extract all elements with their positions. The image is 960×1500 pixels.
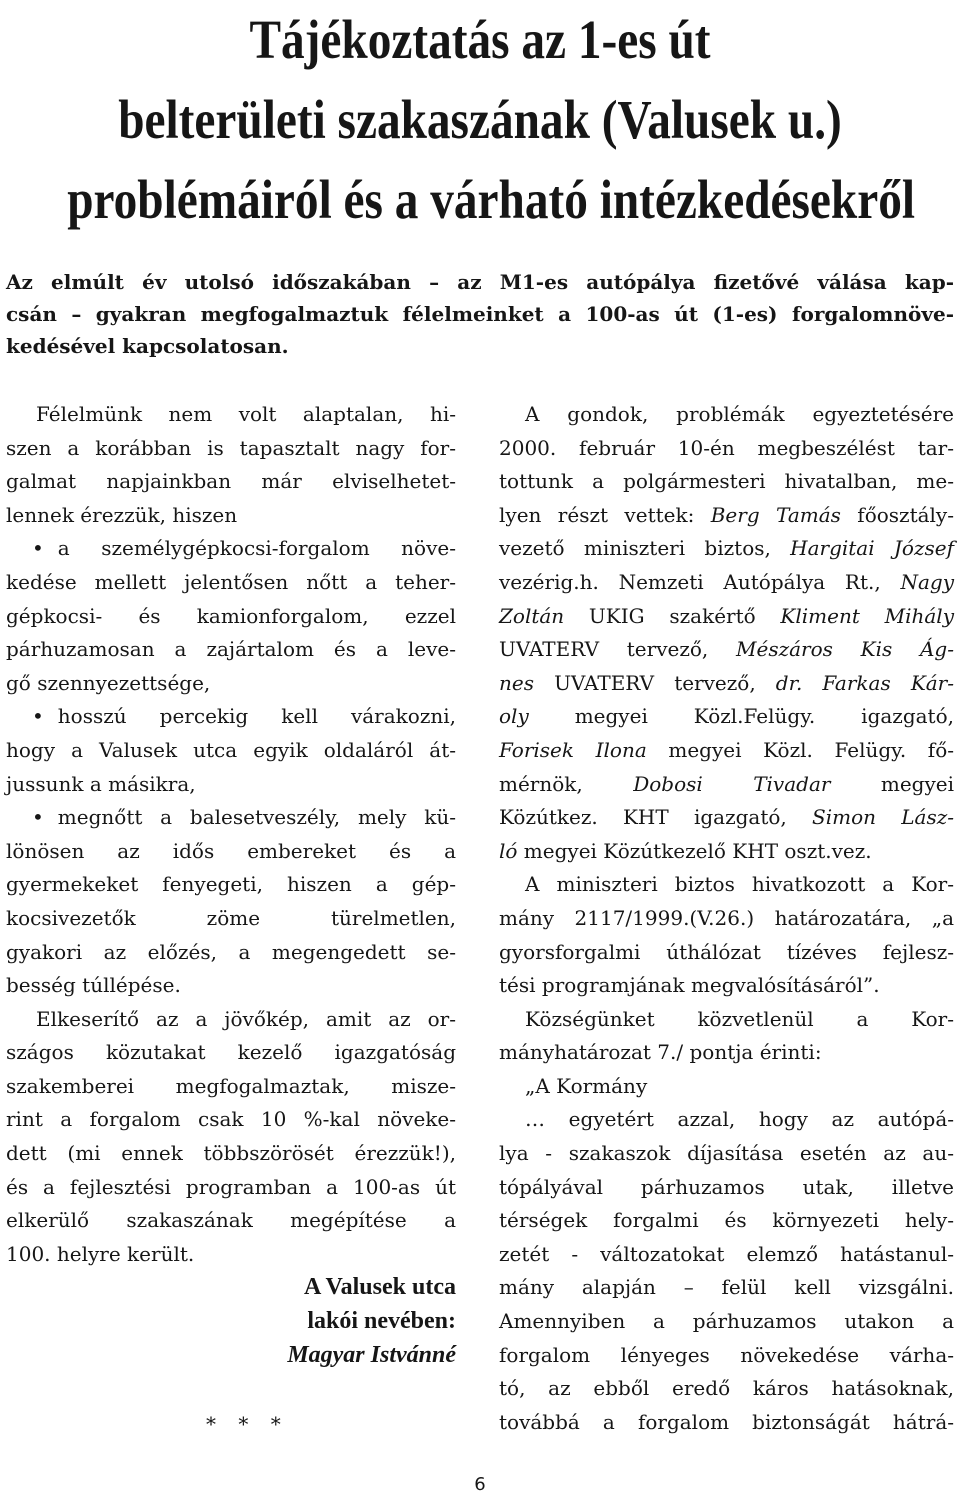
- text-line: zetét - változatokat elemző hatástanul-: [499, 1241, 954, 1266]
- signature-line: A Valusek utca: [303, 1274, 456, 1301]
- text-line: gő szennyezettsége,: [6, 670, 211, 695]
- text-line: lönösen az idős embereket és a: [6, 838, 456, 863]
- text-line: lennek érezzük, hiszen: [6, 502, 238, 527]
- bullet-icon: •: [32, 536, 44, 561]
- person-name: nes: [499, 670, 534, 695]
- text-line: Amennyiben a párhuzamos utakon a: [499, 1309, 954, 1334]
- text-line: gépkocsi- és kamionforgalom, ezzel: [6, 603, 456, 628]
- article-title: [67, 0, 915, 240]
- text-span: UVATERV tervező,: [499, 637, 736, 662]
- signature-line: lakói nevében:: [307, 1308, 456, 1335]
- right-column: [499, 398, 954, 1439]
- quote-opening: „A Kormány: [525, 1073, 648, 1098]
- text-span: vezető miniszteri biztos,: [499, 536, 791, 561]
- bullet-text: megnőtt a balesetveszély, mely kü-: [57, 805, 456, 830]
- person-name: Nagy: [900, 569, 954, 594]
- text-line: jussunk a másikra,: [6, 771, 196, 796]
- text-span: megyei Közl. Felügy. fő-: [646, 737, 955, 762]
- page-number: 6: [474, 1474, 486, 1495]
- text-line: … egyetért azzal, hogy az autópá-: [525, 1107, 954, 1132]
- text-line: szen a korábban is tapasztalt nagy for-: [6, 435, 456, 460]
- text-line: [499, 600, 954, 634]
- text-line: és a fejlesztési programban a 100-as út: [6, 1174, 456, 1199]
- text-line: gyorsforgalmi úthálózat tízéves fejlesz-: [499, 939, 954, 964]
- text-line: [499, 566, 954, 600]
- text-line: [499, 499, 954, 533]
- text-span: UKIG szakértő: [564, 603, 781, 628]
- text-line: 2000. február 10-én megbeszélést tar-: [499, 435, 954, 460]
- lead-line: csán – gyakran megfogalmaztuk félelmeinket a 100-as út (1-es) forgalomnöve-: [6, 302, 954, 326]
- lead-line: Az elmúlt év utolsó időszakában – az M1-es autópálya fizetővé válása kap-: [6, 270, 954, 294]
- text-line: forgalom lényeges növekedése várha-: [499, 1342, 954, 1367]
- text-line: mányhatározat 7./ pontja érinti:: [499, 1040, 822, 1065]
- person-name: oly: [499, 704, 529, 729]
- text-span: főosztály-: [840, 502, 954, 527]
- text-line: 100. helyre került.: [6, 1241, 195, 1266]
- text-line: Félelmünk nem volt alaptalan, hi-: [36, 402, 456, 426]
- person-name: Berg Tamás: [710, 502, 841, 527]
- text-line: [499, 667, 954, 701]
- person-name: dr. Farkas Kár-: [775, 670, 954, 695]
- text-line: [499, 734, 954, 768]
- text-line: [499, 835, 954, 869]
- text-line: [499, 700, 954, 734]
- person-name: Hargitai József: [790, 536, 954, 561]
- person-name: Zoltán: [499, 603, 565, 628]
- text-line: rint a forgalom csak 10 %-kal növeke-: [6, 1107, 456, 1132]
- text-line: [499, 768, 954, 802]
- text-line: gyermekeket fenyegeti, hiszen a gép-: [6, 872, 456, 897]
- text-span: megyei: [830, 771, 954, 796]
- person-name: Kliment Mihály: [780, 603, 954, 628]
- text-span: UVATERV tervező,: [533, 670, 776, 695]
- text-span: lyen részt vettek:: [499, 502, 711, 527]
- bullet-icon: •: [32, 704, 44, 729]
- signature-name: Magyar Istvánné: [287, 1341, 456, 1368]
- text-line: A gondok, problémák egyeztetésére: [525, 402, 954, 426]
- text-span: Közútkez. KHT igazgató,: [499, 805, 813, 830]
- text-line: szágos közutakat kezelő igazgatóság: [6, 1040, 456, 1065]
- text-line: mány alapján – felül kell vizsgálni.: [499, 1275, 954, 1300]
- text-line: Elkeserítő az a jövőkép, amit az or-: [36, 1006, 456, 1031]
- text-span: megyei Közútkezelő KHT oszt.vez.: [517, 838, 872, 863]
- person-name: Mészáros Kis Ág-: [736, 637, 954, 662]
- text-line: tottunk a polgármesteri hivatalban, me-: [499, 469, 954, 494]
- text-span: mérnök,: [499, 771, 634, 796]
- person-name: Forisek Ilona: [499, 737, 647, 762]
- text-line: dett (mi ennek többszörösét érezzük!),: [6, 1141, 456, 1166]
- text-line: galmat napjainkban már elviselhetet-: [6, 469, 456, 494]
- text-line: [499, 633, 954, 667]
- left-column: [6, 398, 456, 1372]
- text-line: hogy a Valusek utca egyik oldaláról át-: [6, 737, 456, 762]
- text-line: térségek forgalmi és környezeti hely-: [499, 1208, 954, 1233]
- title-line: belterületi szakaszának (Valusek u.): [118, 89, 842, 150]
- text-line: kocsivezetők zöme türelmetlen,: [6, 905, 456, 930]
- text-line: szakemberei megfogalmaztak, misze-: [6, 1073, 456, 1098]
- text-line: mány 2117/1999.(V.26.) határozatára, „a: [499, 905, 954, 930]
- lead-paragraph: [6, 266, 954, 362]
- section-separator: * * *: [206, 1412, 289, 1436]
- text-span: megyei Közl.Felügy. igazgató,: [528, 704, 954, 729]
- text-line: párhuzamosan a zajártalom és a leve-: [6, 637, 456, 662]
- bullet-text: a személygépkocsi-forgalom növe-: [57, 536, 456, 561]
- person-name: ló: [499, 838, 518, 863]
- bullet-icon: •: [32, 805, 44, 830]
- text-line: A miniszteri biztos hivatkozott a Kor-: [525, 872, 954, 897]
- text-line: tópályával párhuzamos utak, illetve: [499, 1174, 954, 1199]
- bullet-item-line: [6, 801, 456, 835]
- text-line: kedése mellett jelentősen nőtt a teher-: [6, 569, 456, 594]
- bullet-item-line: [6, 532, 456, 566]
- bullet-text: hosszú percekig kell várakozni,: [57, 704, 456, 729]
- text-line: elkerülő szakaszának megépítése a: [6, 1208, 456, 1233]
- bullet-item-line: [6, 700, 456, 734]
- person-name: Dobosi Tivadar: [633, 771, 831, 796]
- title-line: problémáiról és a várható intézkedésekről: [67, 169, 915, 230]
- text-line: továbbá a forgalom biztonságát hátrá-: [499, 1409, 954, 1434]
- person-name: Simon Lász-: [812, 805, 954, 830]
- text-line: [499, 801, 954, 835]
- text-line: lya - szakaszok díjasítása esetén az au-: [499, 1141, 954, 1166]
- title-line: Tájékoztatás az 1-es út: [249, 9, 711, 70]
- text-line: tési programjának megvalósításáról”.: [499, 973, 880, 998]
- lead-line: kedésével kapcsolatosan.: [6, 334, 289, 358]
- text-line: Községünket közvetlenül a Kor-: [525, 1006, 954, 1031]
- text-line: [499, 532, 954, 566]
- text-span: vezérig.h. Nemzeti Autópálya Rt.,: [499, 569, 901, 594]
- text-line: besség túllépése.: [6, 973, 181, 998]
- text-line: tó, az ebből eredő káros hatásoknak,: [499, 1376, 954, 1401]
- text-line: gyakori az előzés, a megengedett se-: [6, 939, 456, 964]
